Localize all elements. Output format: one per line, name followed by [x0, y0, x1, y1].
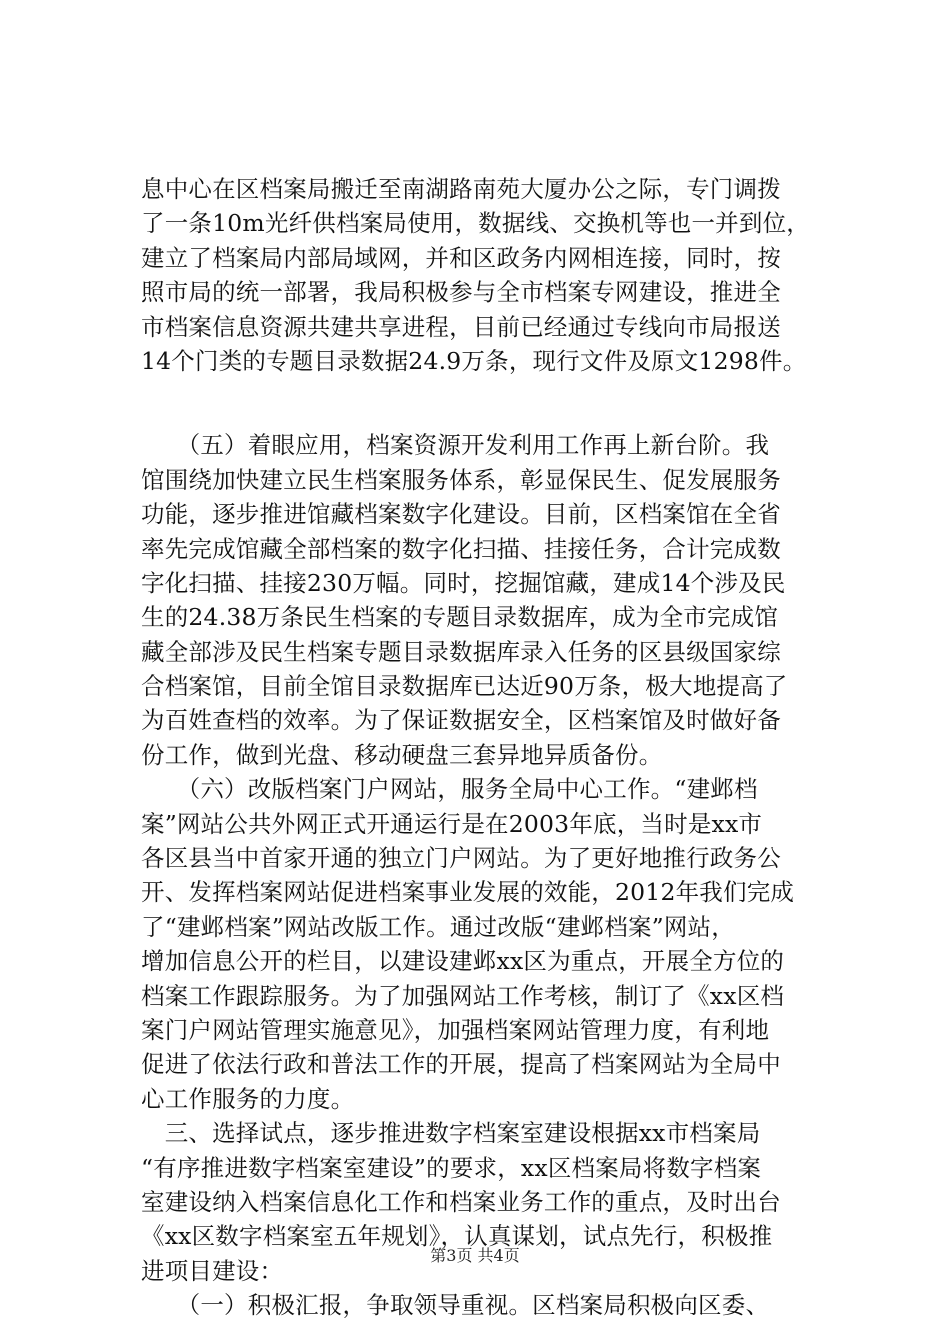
text-line: “有序推进数字档案室建设”的要求，xx区档案局将数字档案: [141, 1153, 762, 1182]
text-line: 藏全部涉及民生档案专题目录数据库录入任务的区县级国家综: [141, 637, 781, 666]
text-line: （一）积极汇报，争取领导重视。区档案局积极向区委、: [141, 1291, 770, 1320]
paragraph-section-6: [141, 772, 841, 1116]
paragraph-section-5: [141, 428, 841, 772]
paragraph-gap: [141, 378, 841, 428]
document-body: [141, 172, 841, 1323]
text-line: （六）改版档案门户网站，服务全局中心工作。“建邺档: [141, 775, 758, 804]
text-line: 各区县当中首家开通的独立门户网站。为了更好地推行政务公: [141, 844, 781, 873]
text-line: 进项目建设：: [141, 1256, 284, 1285]
text-line: 了“建邺档案”网站改版工作。通过改版“建邺档案”网站，: [141, 912, 735, 941]
text-line: 为百姓查档的效率。为了保证数据安全，区档案馆及时做好备: [141, 706, 781, 735]
text-line: 市档案信息资源共建共享进程，目前已经通过专线向市局报送: [141, 312, 781, 341]
text-line: 心工作服务的力度。: [141, 1084, 355, 1113]
text-line: 案门户网站管理实施意见》，加强档案网站管理力度，有利地: [141, 1015, 770, 1044]
text-line: 馆围绕加快建立民生档案服务体系，彰显保民生、促发展服务: [141, 465, 781, 494]
text-line: （五）着眼应用，档案资源开发利用工作再上新台阶。我: [141, 431, 770, 460]
text-line: 合档案馆，目前全馆目录数据库已达近90万条，极大地提高了: [141, 672, 788, 701]
text-line: 增加信息公开的栏目，以建设建邺xx区为重点，开展全方位的: [141, 947, 785, 976]
text-line: 档案工作跟踪服务。为了加强网站工作考核，制订了《xx区档: [141, 981, 785, 1010]
text-line: 字化扫描、挂接230万幅。同时，挖掘馆藏，建成14个涉及民: [141, 568, 786, 597]
text-line: 案”网站公共外网正式开通运行是在2003年底，当时是xx市: [141, 809, 763, 838]
paragraph-subsection-1: [141, 1288, 841, 1322]
text-line: 开、发挥档案网站促进档案事业发展的效能，2012年我们完成: [141, 878, 795, 907]
text-line: 促进了依法行政和普法工作的开展，提高了档案网站为全局中: [141, 1050, 781, 1079]
text-line: 率先完成馆藏全部档案的数字化扫描、挂接任务，合计完成数: [141, 534, 781, 563]
text-line: 生的24.38万条民生档案的专题目录数据库，成为全市完成馆: [141, 603, 779, 632]
text-line: 14个门类的专题目录数据24.9万条，现行文件及原文1298件。: [141, 346, 807, 375]
text-line: 建立了档案局内部局域网，并和区政务内网相连接，同时，按: [141, 243, 781, 272]
text-line: 《xx区数字档案室五年规划》，认真谋划，试点先行，积极推: [141, 1222, 773, 1251]
text-line: 息中心在区档案局搬迁至南湖路南苑大厦办公之际，专门调拨: [141, 175, 781, 203]
text-line: 三、选择试点，逐步推进数字档案室建设根据xx市档案局: [141, 1119, 761, 1148]
text-line: 功能，逐步推进馆藏档案数字化建设。目前，区档案馆在全省: [141, 500, 781, 529]
page-number-footer: 第3页 共4页: [430, 1246, 520, 1265]
text-line: 份工作，做到光盘、移动硬盘三套异地异质备份。: [141, 740, 663, 769]
paragraph-network: [141, 172, 841, 378]
text-line: 了一条10m光纤供档案局使用，数据线、交换机等也一并到位，: [141, 209, 810, 238]
text-line: 室建设纳入档案信息化工作和档案业务工作的重点，及时出台: [141, 1187, 781, 1216]
text-line: 照市局的统一部署，我局积极参与全市档案专网建设，推进全: [141, 278, 781, 307]
